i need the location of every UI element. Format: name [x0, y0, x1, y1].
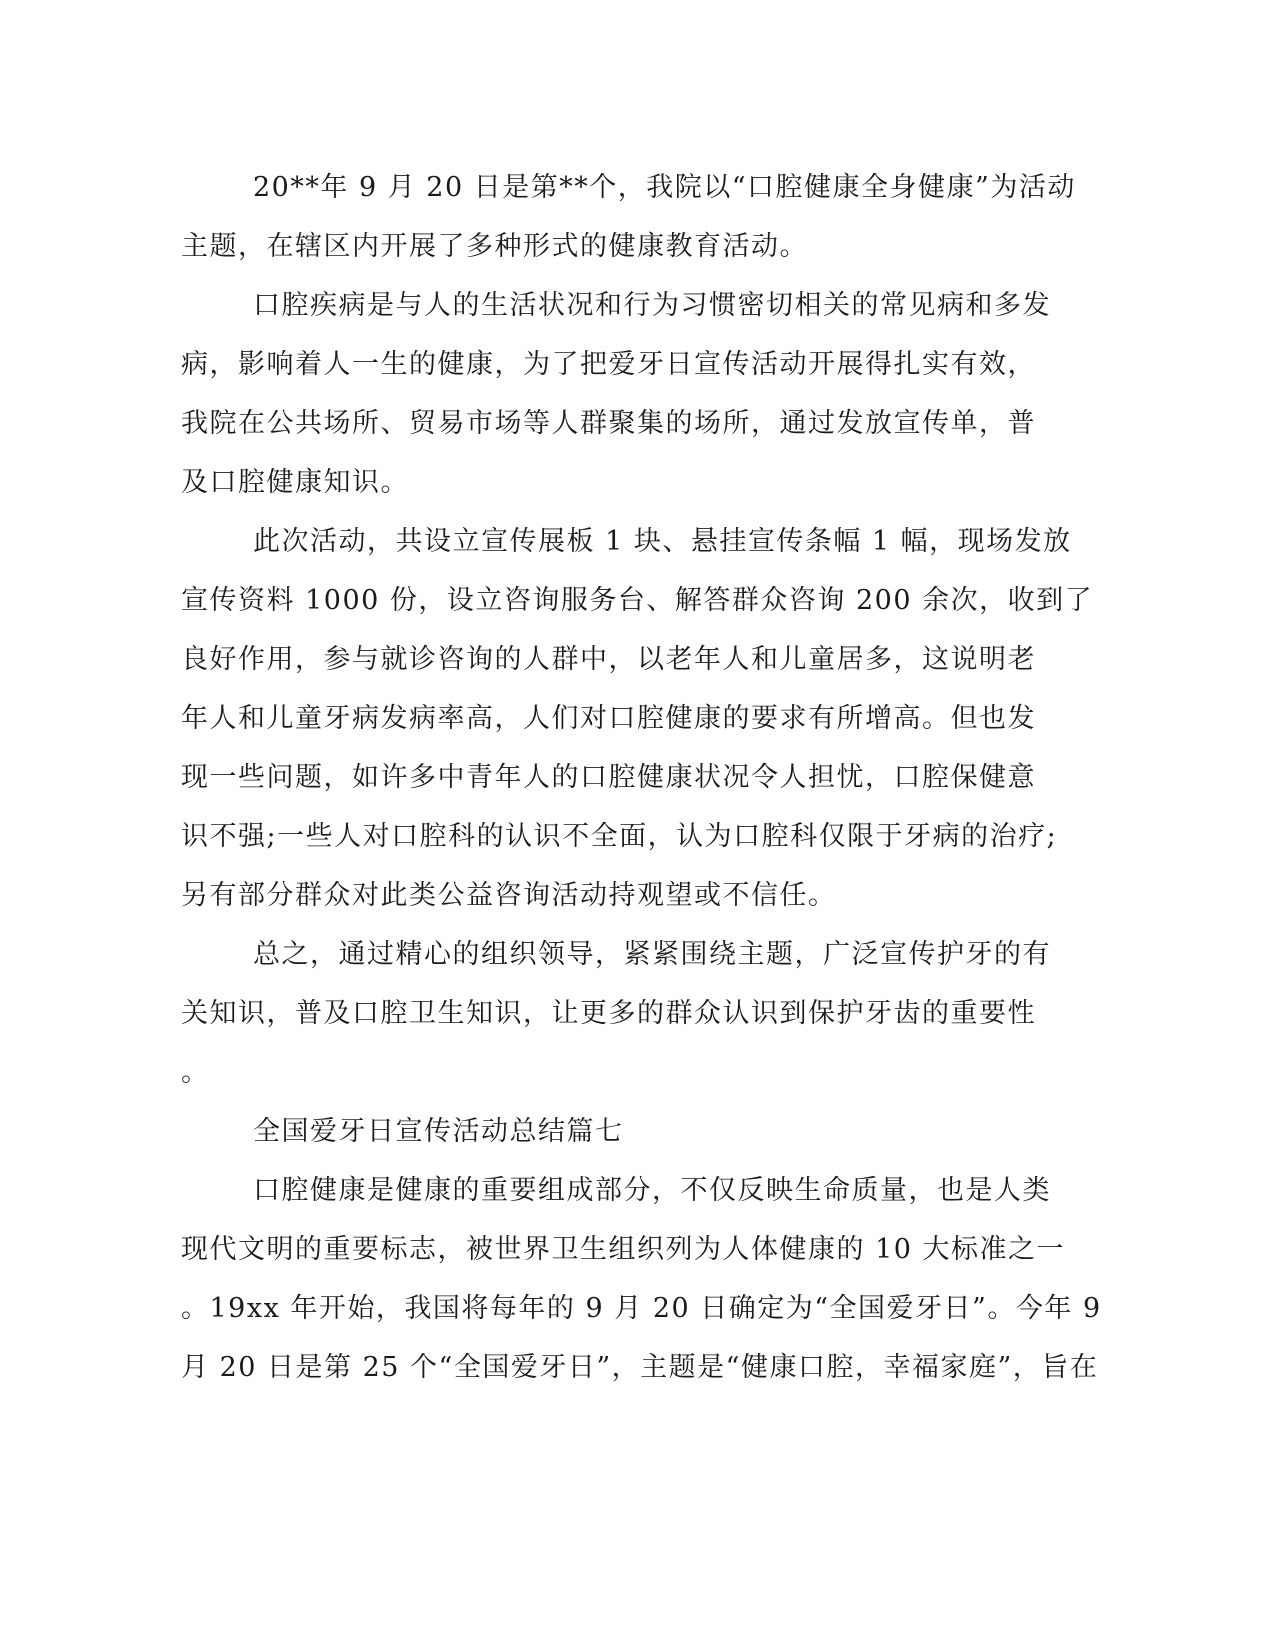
- text-line: 20**年 9 月 20 日是第**个，我院以“口腔健康全身健康”为活动: [253, 172, 1076, 203]
- text-line: 口腔健康是健康的重要组成部分，不仅反映生命质量，也是人类: [253, 1175, 1051, 1206]
- document-body: [181, 158, 1102, 1397]
- text-line: 及口腔健康知识。: [181, 467, 409, 498]
- text-line: 月 20 日是第 25 个“全国爱牙日”，主题是“健康口腔，幸福家庭”，旨在: [181, 1352, 1099, 1383]
- text-line: 现一些问题，如许多中青年人的口腔健康状况令人担忧，口腔保健意: [181, 762, 1036, 793]
- text-line: 我院在公共场所、贸易市场等人群聚集的场所，通过发放宣传单，普: [181, 408, 1036, 439]
- text-line: 关知识，普及口腔卫生知识，让更多的群众认识到保护牙齿的重要性: [181, 998, 1036, 1029]
- text-line: 年人和儿童牙病发病率高，人们对口腔健康的要求有所增高。但也发: [181, 703, 1036, 734]
- text-line: 宣传资料 1000 份，设立咨询服务台、解答群众咨询 200 余次，收到了: [181, 585, 1094, 616]
- text-line: 口腔疾病是与人的生活状况和行为习惯密切相关的常见病和多发: [253, 290, 1051, 321]
- section-heading: 全国爱牙日宣传活动总结篇七: [253, 1116, 624, 1147]
- text-line: 此次活动，共设立宣传展板 1 块、悬挂宣传条幅 1 幅，现场发放: [253, 526, 1072, 557]
- text-line: 主题，在辖区内开展了多种形式的健康教育活动。: [181, 231, 808, 262]
- text-line: 识不强;一些人对口腔科的认识不全面，认为口腔科仅限于牙病的治疗;: [181, 821, 1058, 852]
- text-line: 现代文明的重要标志，被世界卫生组织列为人体健康的 10 大标准之一: [181, 1234, 1066, 1265]
- text-line: 。: [181, 1057, 210, 1088]
- text-line: 总之，通过精心的组织领导，紧紧围绕主题，广泛宣传护牙的有: [253, 939, 1051, 970]
- text-line: 良好作用，参与就诊咨询的人群中，以老年人和儿童居多，这说明老: [181, 644, 1036, 675]
- text-line: 另有部分群众对此类公益咨询活动持观望或不信任。: [181, 880, 837, 911]
- text-line: 病，影响着人一生的健康，为了把爱牙日宣传活动开展得扎实有效，: [181, 349, 1036, 380]
- text-line: 。19xx 年开始，我国将每年的 9 月 20 日确定为“全国爱牙日”。今年 9: [181, 1293, 1102, 1324]
